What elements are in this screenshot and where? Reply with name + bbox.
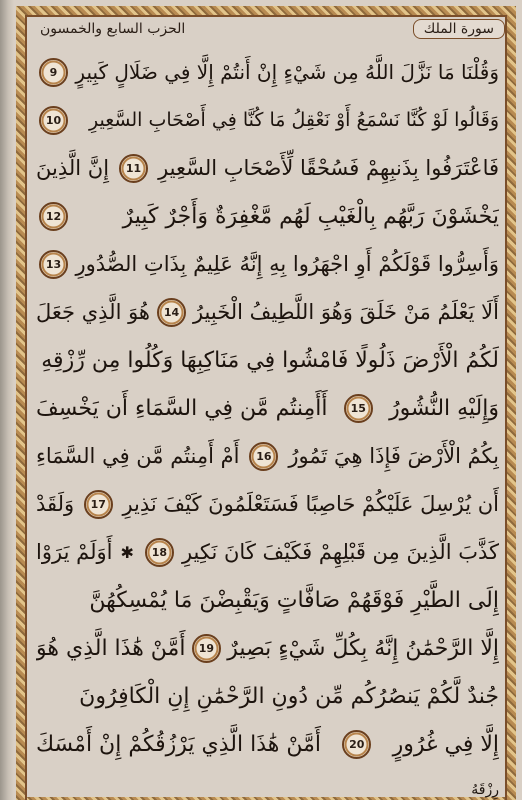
ayah-number-marker: 13 bbox=[39, 250, 68, 279]
surah-name: سورة الملك bbox=[423, 21, 494, 37]
verse-text: أَمَّنْ هَٰذَا الَّذِي يَرْزُقُكُمْ إِنْ أَمْسَكَ bbox=[36, 731, 321, 757]
text-line bbox=[36, 480, 499, 528]
quran-text-block bbox=[36, 48, 499, 800]
verse-text: لَكُمُ الْأَرْضَ ذَلُولًا فَامْشُوا فِي مَنَاكِبِهَا وَكُلُوا مِن رِّزْقِهِ bbox=[41, 347, 499, 373]
ayah-number-marker: 20 bbox=[342, 730, 371, 759]
text-line bbox=[36, 432, 499, 480]
ayah-number-marker: 19 bbox=[192, 634, 221, 663]
text-line bbox=[36, 48, 499, 96]
text-line bbox=[36, 240, 499, 288]
verse-text: أَمَّنْ هَٰذَا الَّذِي هُوَ bbox=[36, 635, 186, 661]
ayah-number-marker: 15 bbox=[344, 394, 373, 423]
verse-text: أَن يُرْسِلَ عَلَيْكُمْ حَاصِبًا فَسَتَعْلَمُونَ كَيْفَ نَذِيرِ bbox=[122, 492, 499, 516]
verse-text: إِلَّا الرَّحْمَٰنُ إِنَّهُ بِكُلِّ شَيْءٍ بَصِيرٌ bbox=[227, 635, 499, 661]
ayah-number-marker: 12 bbox=[39, 202, 68, 231]
page-footer bbox=[36, 782, 499, 800]
sajda-mark-icon: ✱ bbox=[120, 542, 134, 562]
text-line bbox=[36, 624, 499, 672]
ayah-number-marker: 9 bbox=[39, 58, 68, 87]
verse-text: فَاعْتَرَفُوا بِذَنبِهِمْ فَسُحْقًا لِّأَصْحَابِ السَّعِيرِ bbox=[158, 156, 499, 180]
verse-text: إِنَّ الَّذِينَ bbox=[36, 156, 110, 180]
ayah-number-marker: 10 bbox=[39, 106, 68, 135]
page-header bbox=[28, 16, 505, 42]
text-line bbox=[36, 528, 499, 576]
text-line bbox=[36, 384, 499, 432]
verse-text: بِكُمُ الْأَرْضَ فَإِذَا هِيَ تَمُورُ bbox=[288, 444, 499, 468]
ayah-number-marker: 18 bbox=[145, 538, 174, 567]
ayah-number-marker: 11 bbox=[119, 154, 148, 183]
verse-text: وَقُلْنَا مَا نَزَّلَ اللَّهُ مِن شَيْءٍ إِنْ أَنتُمْ إِلَّا فِي ضَلَالٍ كَبِيرٍ bbox=[75, 60, 499, 84]
verse-text: إِلَّا فِي غُرُورٍ bbox=[392, 731, 499, 757]
ayah-number-marker: 14 bbox=[157, 298, 186, 327]
text-line bbox=[36, 576, 499, 624]
text-line bbox=[36, 720, 499, 768]
verse-text: أَمْ أَمِنتُم مَّن فِي السَّمَاءِ bbox=[36, 444, 240, 468]
text-line bbox=[36, 192, 499, 240]
verse-text: أَوَلَمْ يَرَوْا bbox=[36, 540, 113, 564]
ayah-number-marker: 17 bbox=[84, 490, 113, 519]
catchword: رِزْقَهُ bbox=[471, 782, 499, 798]
text-line bbox=[36, 336, 499, 384]
hizb-label: الحزب السابع والخمسون bbox=[40, 21, 186, 37]
verse-text: جُندٌ لَّكُمْ يَنصُرُكُم مِّن دُونِ الرَّحْمَٰنِ إِنِ الْكَافِرُونَ bbox=[79, 683, 499, 709]
page-binding-edge bbox=[0, 0, 14, 800]
verse-text: إِلَى الطَّيْرِ فَوْقَهُمْ صَافَّاتٍ وَيَقْبِضْنَ مَا يُمْسِكُهُنَّ bbox=[89, 587, 499, 613]
verse-text: كَذَّبَ الَّذِينَ مِن قَبْلِهِمْ فَكَيْفَ كَانَ نَكِيرِ bbox=[181, 540, 499, 564]
verse-text: يَخْشَوْنَ رَبَّهُم بِالْغَيْبِ لَهُم مَّغْفِرَةٌ وَأَجْرٌ كَبِيرٌ bbox=[122, 203, 499, 229]
verse-text: وَأَسِرُّوا قَوْلَكُمْ أَوِ اجْهَرُوا بِهِ إِنَّهُ عَلِيمٌ بِذَاتِ الصُّدُورِ bbox=[75, 252, 499, 276]
verse-text: أَلَا يَعْلَمُ مَنْ خَلَقَ وَهُوَ اللَّطِيفُ الْخَبِيرُ bbox=[192, 300, 499, 324]
text-line bbox=[36, 96, 499, 144]
verse-text: وَإِلَيْهِ النُّشُورُ bbox=[389, 395, 499, 421]
verse-text: وَقَالُوا لَوْ كُنَّا نَسْمَعُ أَوْ نَعْقِلُ مَا كُنَّا فِي أَصْحَابِ السَّعِيرِ bbox=[89, 109, 499, 131]
text-line bbox=[36, 672, 499, 720]
verse-text: هُوَ الَّذِي جَعَلَ bbox=[36, 300, 150, 324]
text-line bbox=[36, 288, 499, 336]
text-line bbox=[36, 144, 499, 192]
verse-text: وَلَقَدْ bbox=[36, 492, 75, 516]
surah-name-box bbox=[413, 19, 505, 39]
ayah-number-marker: 16 bbox=[249, 442, 278, 471]
verse-text: أَأَمِنتُم مَّن فِي السَّمَاءِ أَن يَخْسِفَ bbox=[36, 395, 328, 421]
